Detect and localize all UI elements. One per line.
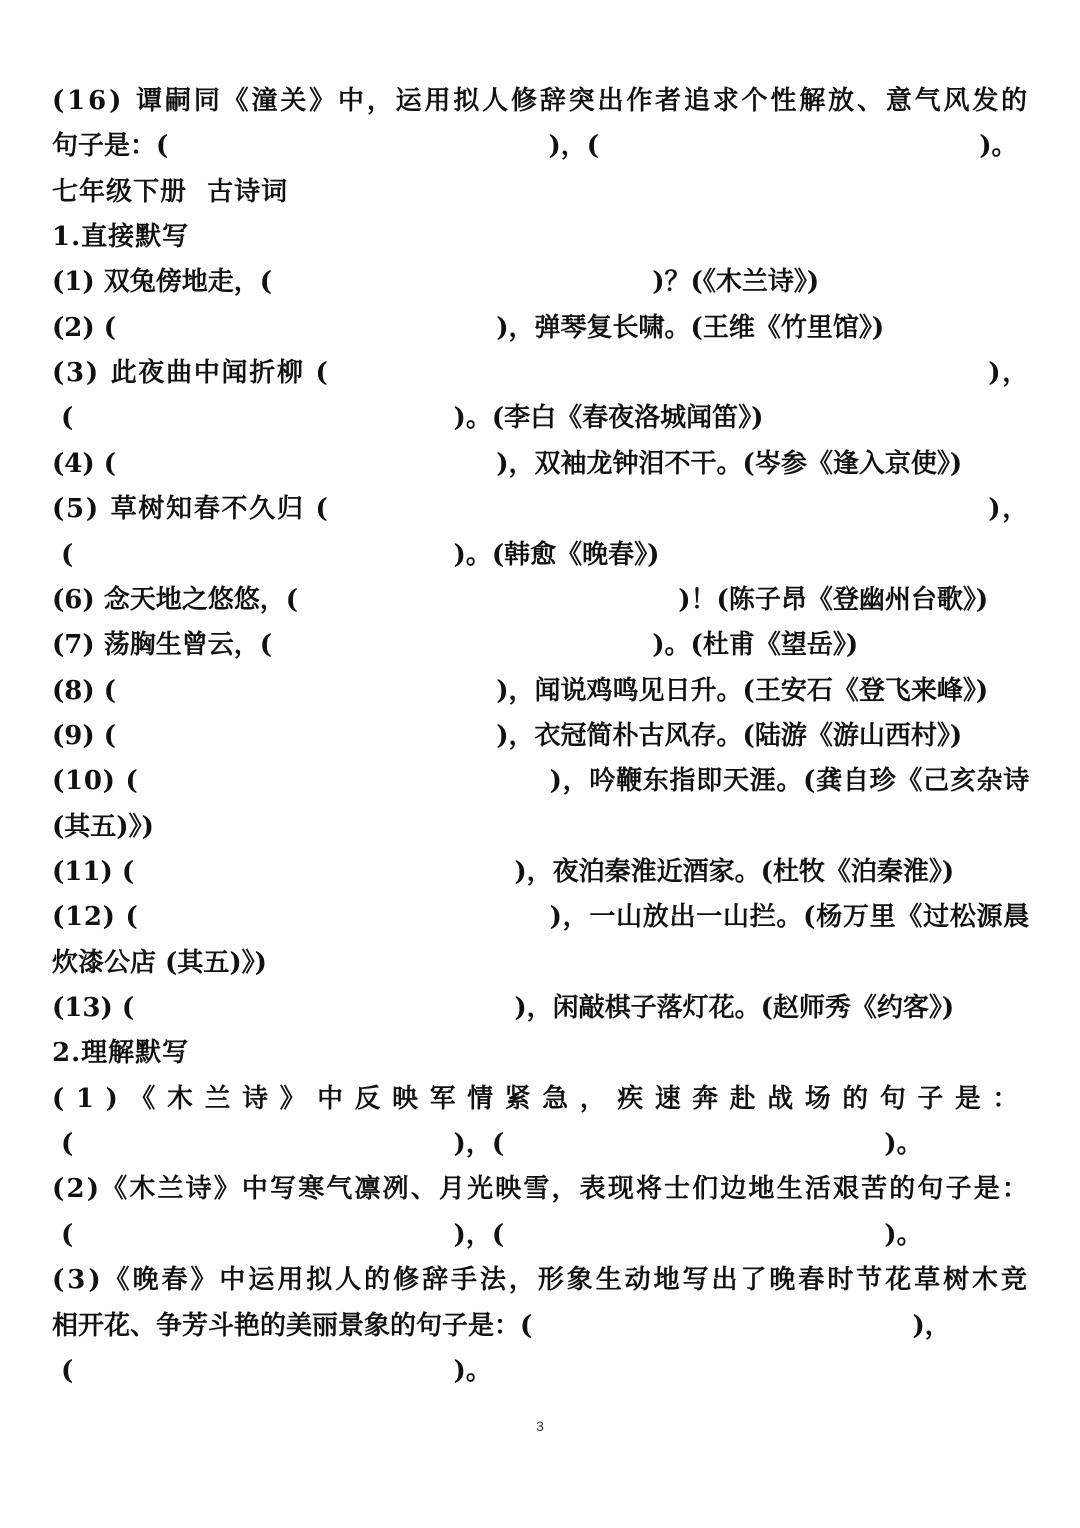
text-line-content: (7) 荡胸生曾云，( )。(杜甫《望岳》): [52, 630, 859, 661]
text-line-content: (9) ( )，衣冠简朴古风存。(陆游《游山西村》): [52, 720, 963, 751]
text-line-content: (1)《木兰诗》中反映军情紧急，疾速奔赴战场的句子是：: [52, 1083, 1030, 1114]
text-line-content: (16) 谭嗣同《潼关》中，运用拟人修辞突出作者追求个性解放、意气风发的: [52, 86, 1030, 116]
text-line: [52, 351, 1030, 396]
text-line: [52, 1213, 1030, 1258]
text-line-content: 句子是：( )，( )。: [52, 131, 1018, 162]
text-line-content: (4) ( )，双袖龙钟泪不干。(岑参《逢入京使》): [52, 448, 963, 479]
text-line: [52, 306, 1030, 351]
text-line: [52, 1349, 1030, 1394]
text-line-content: 2.理解默写: [52, 1038, 190, 1069]
text-line-content: ( )，( )。: [52, 1129, 923, 1159]
section-heading: [52, 215, 1030, 260]
section-heading: [52, 170, 1030, 215]
text-line: [52, 578, 1030, 623]
text-line-content: ( )。(韩愈《晚春》): [52, 539, 660, 570]
text-line: [52, 623, 1030, 668]
text-line-content: 炊漆公店 (其五)》): [52, 947, 267, 978]
text-line: [52, 669, 1030, 714]
text-line: [52, 895, 1030, 940]
text-line-content: ( )，( )。: [52, 1219, 923, 1250]
text-line-content: 七年级下册 古诗词: [52, 176, 289, 207]
text-line: [52, 1258, 1030, 1303]
text-line: [52, 79, 1030, 124]
text-line: [52, 986, 1030, 1031]
text-line-content: (2)《木兰诗》中写寒气凛冽、月光映雪，表现将士们边地生活艰苦的句子是：: [52, 1174, 1030, 1205]
text-line-content: (13) ( )，闲敲棋子落灯花。(赵师秀《约客》): [52, 993, 955, 1023]
text-line-content: (12) ( )，一山放出一山拦。(杨万里《过松源晨: [52, 902, 1030, 933]
text-line: [52, 759, 1030, 804]
text-line-content: ( )。: [52, 1355, 492, 1386]
text-line: [52, 1077, 1030, 1122]
text-line: [52, 941, 1030, 986]
text-line-content: (3)《晚春》中运用拟人的修辞手法，形象生动地写出了晚春时节花草树木竞: [52, 1265, 1030, 1296]
text-line: [52, 533, 1030, 578]
text-line-content: (6) 念天地之悠悠，( )！(陈子昂《登幽州台歌》): [52, 584, 989, 615]
text-line-content: 相开花、争芳斗艳的美丽景象的句子是：( )，: [52, 1310, 951, 1341]
text-line: [52, 1122, 1030, 1167]
text-line: [52, 1167, 1030, 1212]
page-number: 3: [536, 1418, 544, 1434]
text-line-content: (其五)》): [52, 811, 154, 842]
text-line-content: (5) 草树知春不久归 ( )，: [52, 494, 1030, 525]
text-line-content: (2) ( )，弹琴复长啸。(王维《竹里馆》): [52, 312, 885, 343]
text-line: [52, 442, 1030, 487]
text-line-content: (8) ( )，闻说鸡鸣见日升。(王安石《登飞来峰》): [52, 675, 989, 706]
text-line-content: (1) 双兔傍地走，( )？(《木兰诗》): [52, 267, 820, 298]
text-line-content: (11) ( )，夜泊秦淮近酒家。(杜牧《泊秦淮》): [52, 857, 955, 887]
text-line: [52, 487, 1030, 532]
text-line: [52, 260, 1030, 305]
text-line: [52, 850, 1030, 895]
text-line-content: (10) ( )，吟鞭东指即天涯。(龚自珍《己亥杂诗: [52, 766, 1030, 797]
text-line-content: 1.直接默写: [52, 222, 190, 253]
text-line: [52, 396, 1030, 441]
text-line: [52, 714, 1030, 759]
text-line-content: ( )。(李白《春夜洛城闻笛》): [52, 403, 764, 434]
text-line: [52, 1304, 1030, 1349]
text-line-content: (3) 此夜曲中闻折柳 ( )，: [52, 358, 1030, 389]
section-heading: [52, 1031, 1030, 1076]
text-line: [52, 124, 1030, 169]
text-line: [52, 805, 1030, 850]
